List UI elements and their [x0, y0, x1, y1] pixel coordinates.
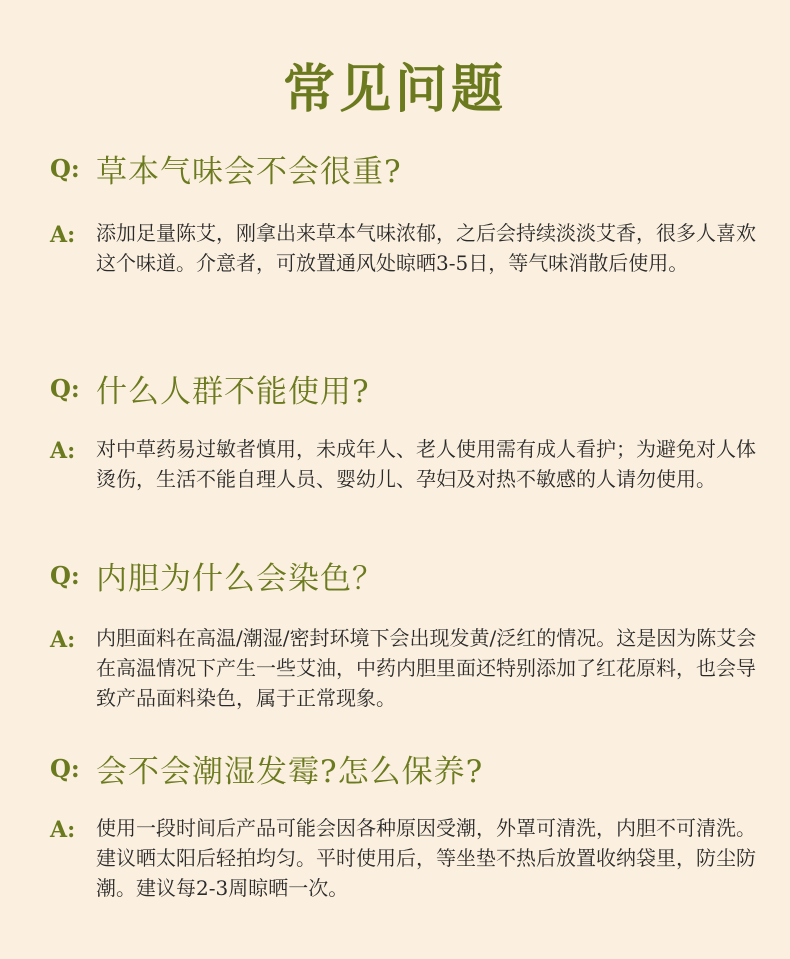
answer-text: 内胆面料在高温/潮湿/密封环境下会出现发黄/泛红的情况。这是因为陈艾会在高温情况下产生一些艾油，中药内胆里面还特别添加了红花原料，也会导致产品面料染色，属于正常现象。 — [96, 626, 757, 710]
faq-question-1 — [50, 146, 402, 190]
page-title: 常见问题 — [282, 59, 507, 120]
faq-answer-1 — [50, 218, 770, 278]
answer-text: 添加足量陈艾，刚拿出来草本气味浓郁，之后会持续淡淡艾香，很多人喜欢这个味道。介意者，可放置通风处晾晒3-5日，等气味消散后使用。 — [96, 221, 756, 275]
faq-question-4 — [50, 746, 483, 790]
question-text: 什么人群不能使用? — [96, 373, 370, 410]
answer-text: 对中草药易过敏者慎用，未成年人、老人使用需有成人看护；为避免对人体烫伤，生活不能自理人员、婴幼儿、孕妇及对热不敏感的人请勿使用。 — [96, 437, 756, 491]
q-label: Q: — [50, 753, 80, 783]
a-label: A: — [50, 817, 76, 843]
q-label: Q: — [50, 153, 80, 183]
a-label: A: — [50, 222, 76, 248]
q-label: Q: — [50, 373, 80, 403]
q-label: Q: — [50, 560, 80, 590]
question-text: 内胆为什么会染色？ — [96, 560, 384, 597]
a-label: A: — [50, 438, 76, 464]
answer-text: 使用一段时间后产品可能会因各种原因受潮，外罩可清洗，内胆不可清洗。建议晒太阳后轻拍均匀。平时使用后，等坐垫不热后放置收纳袋里，防尘防潮。建议每2-3周晾晒一次。 — [96, 816, 756, 900]
question-text: 草本气味会不会很重? — [96, 153, 402, 190]
question-text: 会不会潮湿发霉?怎么保养? — [96, 753, 484, 790]
faq-answer-4 — [50, 813, 770, 903]
faq-answer-3 — [50, 623, 770, 713]
faq-question-3 — [50, 553, 384, 597]
a-label: A: — [50, 627, 76, 653]
faq-question-2 — [50, 366, 370, 410]
faq-answer-2 — [50, 434, 770, 494]
